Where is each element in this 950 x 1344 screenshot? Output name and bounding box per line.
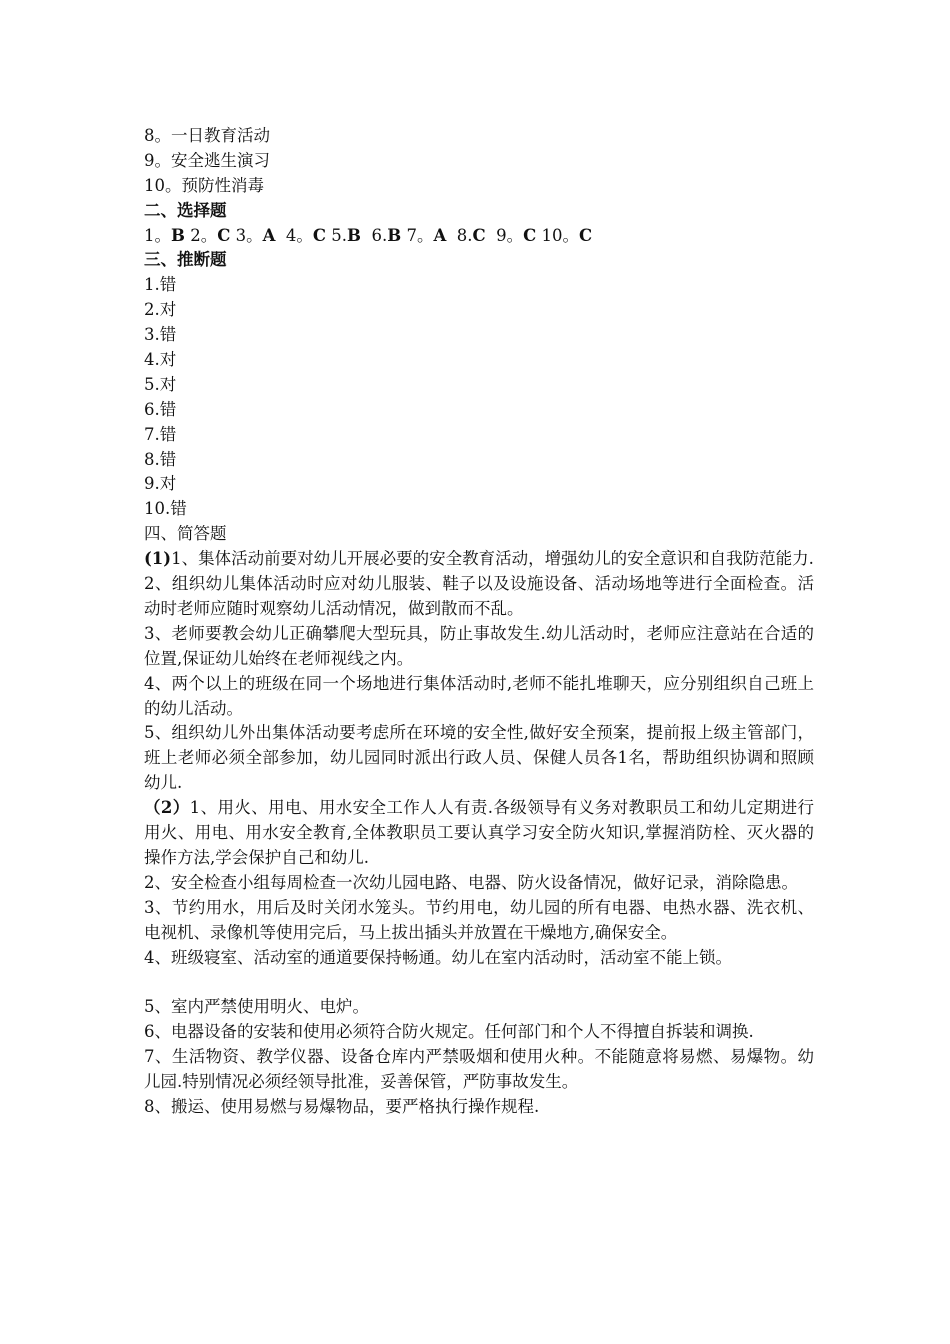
section-heading-short-answer: 四、简答题	[144, 524, 227, 544]
part2-marker: （2）	[144, 798, 190, 818]
choice-answer-9-num: 9。	[496, 225, 524, 245]
choice-answer-2: C	[217, 225, 231, 245]
choice-answer-8: C	[472, 225, 486, 245]
short-answer-1-item-2: 2、组织幼儿集体活动时应对幼儿服装、鞋子以及设施设备、活动场地等进行全面检查。活动时老师应随时观察幼儿活动情况，做到散而不乱。	[144, 574, 814, 618]
short-answer-2-item-2: 2、安全检查小组每周检查一次幼儿园电路、电器、防火设备情况，做好记录，消除隐患。	[144, 872, 798, 892]
fill-in-answer-10: 10。预防性消毒	[144, 175, 264, 195]
choice-answers-line	[144, 224, 814, 249]
short-answer-1-item-1: (1)1、集体活动前要对幼儿开展必要的安全教育活动，增强幼儿的安全意识和自我防范能力.	[144, 549, 814, 569]
short-answer-1-item-3: 3、老师要教会幼儿正确攀爬大型玩具，防止事故发生.幼儿活动时，老师应注意站在合适的位置,保证幼儿始终在老师视线之内。	[144, 623, 814, 668]
choice-answer-7-num: 7。	[406, 225, 434, 245]
choice-answer-10-num: 10。	[541, 225, 580, 245]
choice-answer-3-num: 3。	[235, 225, 263, 245]
judgment-answer-2: 2.对	[144, 300, 177, 320]
fill-in-answer-9: 9。安全逃生演习	[144, 150, 270, 170]
section-heading-choice: 二、选择题	[144, 200, 227, 220]
short-answer-2-item-7: 7、生活物资、教学仪器、设备仓库内严禁吸烟和使用火种。不能随意将易燃、易爆物。幼儿园.特别情况必须经领导批准，妥善保管，严防事故发生。	[144, 1047, 814, 1092]
short-answer-2-item-3: 3、节约用水，用后及时关闭水笼头。节约用电，幼儿园的所有电器、电热水器、洗衣机、电视机、录像机等使用完后，马上拔出插头并放置在干燥地方,确保安全。	[144, 897, 814, 942]
section-heading-judgment: 三、推断题	[144, 250, 227, 270]
choice-answer-3: A	[262, 225, 276, 245]
judgment-answer-8: 8.错	[144, 449, 177, 469]
choice-answer-6-num: 6.	[371, 225, 388, 245]
choice-answer-1-num: 1。	[144, 225, 171, 245]
choice-answer-4: C	[312, 225, 327, 245]
choice-answer-2-num: 2。	[190, 225, 218, 245]
short-answer-2-item-1: （2）1、用火、用电、用水安全工作人人有责.各级领导有义务对教职员工和幼儿定期进行用火、用电、用水安全教育,全体教职员工要认真学习安全防火知识,掌握消防栓、灭火器的操作方法,学会保护自己和幼儿.	[144, 798, 814, 868]
judgment-answer-7: 7.错	[144, 424, 177, 444]
choice-answer-7: A	[433, 225, 447, 245]
judgment-answer-4: 4.对	[144, 350, 177, 370]
choice-answer-9: C	[523, 225, 537, 245]
short-answer-2-item-4: 4、班级寝室、活动室的通道要保持畅通。幼儿在室内活动时，活动室不能上锁。	[144, 947, 732, 967]
choice-answer-8-num: 8.	[456, 225, 473, 245]
judgment-answer-10: 10.错	[144, 499, 187, 519]
fill-in-answer-8: 8。一日教育活动	[144, 126, 270, 145]
choice-answer-4-num: 4。	[285, 225, 313, 245]
choice-answer-6: B	[387, 225, 402, 245]
part1-marker: (1)	[144, 549, 172, 569]
judgment-answer-5: 5.对	[144, 374, 177, 394]
short-answer-2-item-8: 8、搬运、使用易燃与易爆物品，要严格执行操作规程.	[144, 1097, 540, 1117]
judgment-answer-3: 3.错	[144, 325, 177, 345]
judgment-answer-9: 9.对	[144, 474, 177, 494]
blank-line	[144, 971, 814, 996]
choice-answer-1: B	[171, 225, 185, 245]
short-answer-1-item-5: 5、组织幼儿外出集体活动要考虑所在环境的安全性,做好安全预案，提前报上级主管部门，班上老师必须全部参加，幼儿园同时派出行政人员、保健人员各1名，帮助组织协调和照顾幼儿.	[144, 723, 814, 793]
choice-answer-10: C	[579, 225, 593, 245]
choice-answer-5-num: 5.	[331, 225, 348, 245]
short-answer-2-item-6: 6、电器设备的安装和使用必须符合防火规定。任何部门和个人不得擅自拆装和调换.	[144, 1022, 754, 1042]
choice-answer-5: B	[347, 225, 361, 245]
judgment-answer-1: 1.错	[144, 275, 177, 295]
judgment-answer-6: 6.错	[144, 399, 177, 419]
short-answer-1-item-4: 4、两个以上的班级在同一个场地进行集体活动时,老师不能扎堆聊天，应分别组织自己班上的幼儿活动。	[144, 673, 814, 718]
short-answer-2-item-5: 5、室内严禁使用明火、电炉。	[144, 997, 369, 1017]
document-page	[144, 124, 814, 1120]
